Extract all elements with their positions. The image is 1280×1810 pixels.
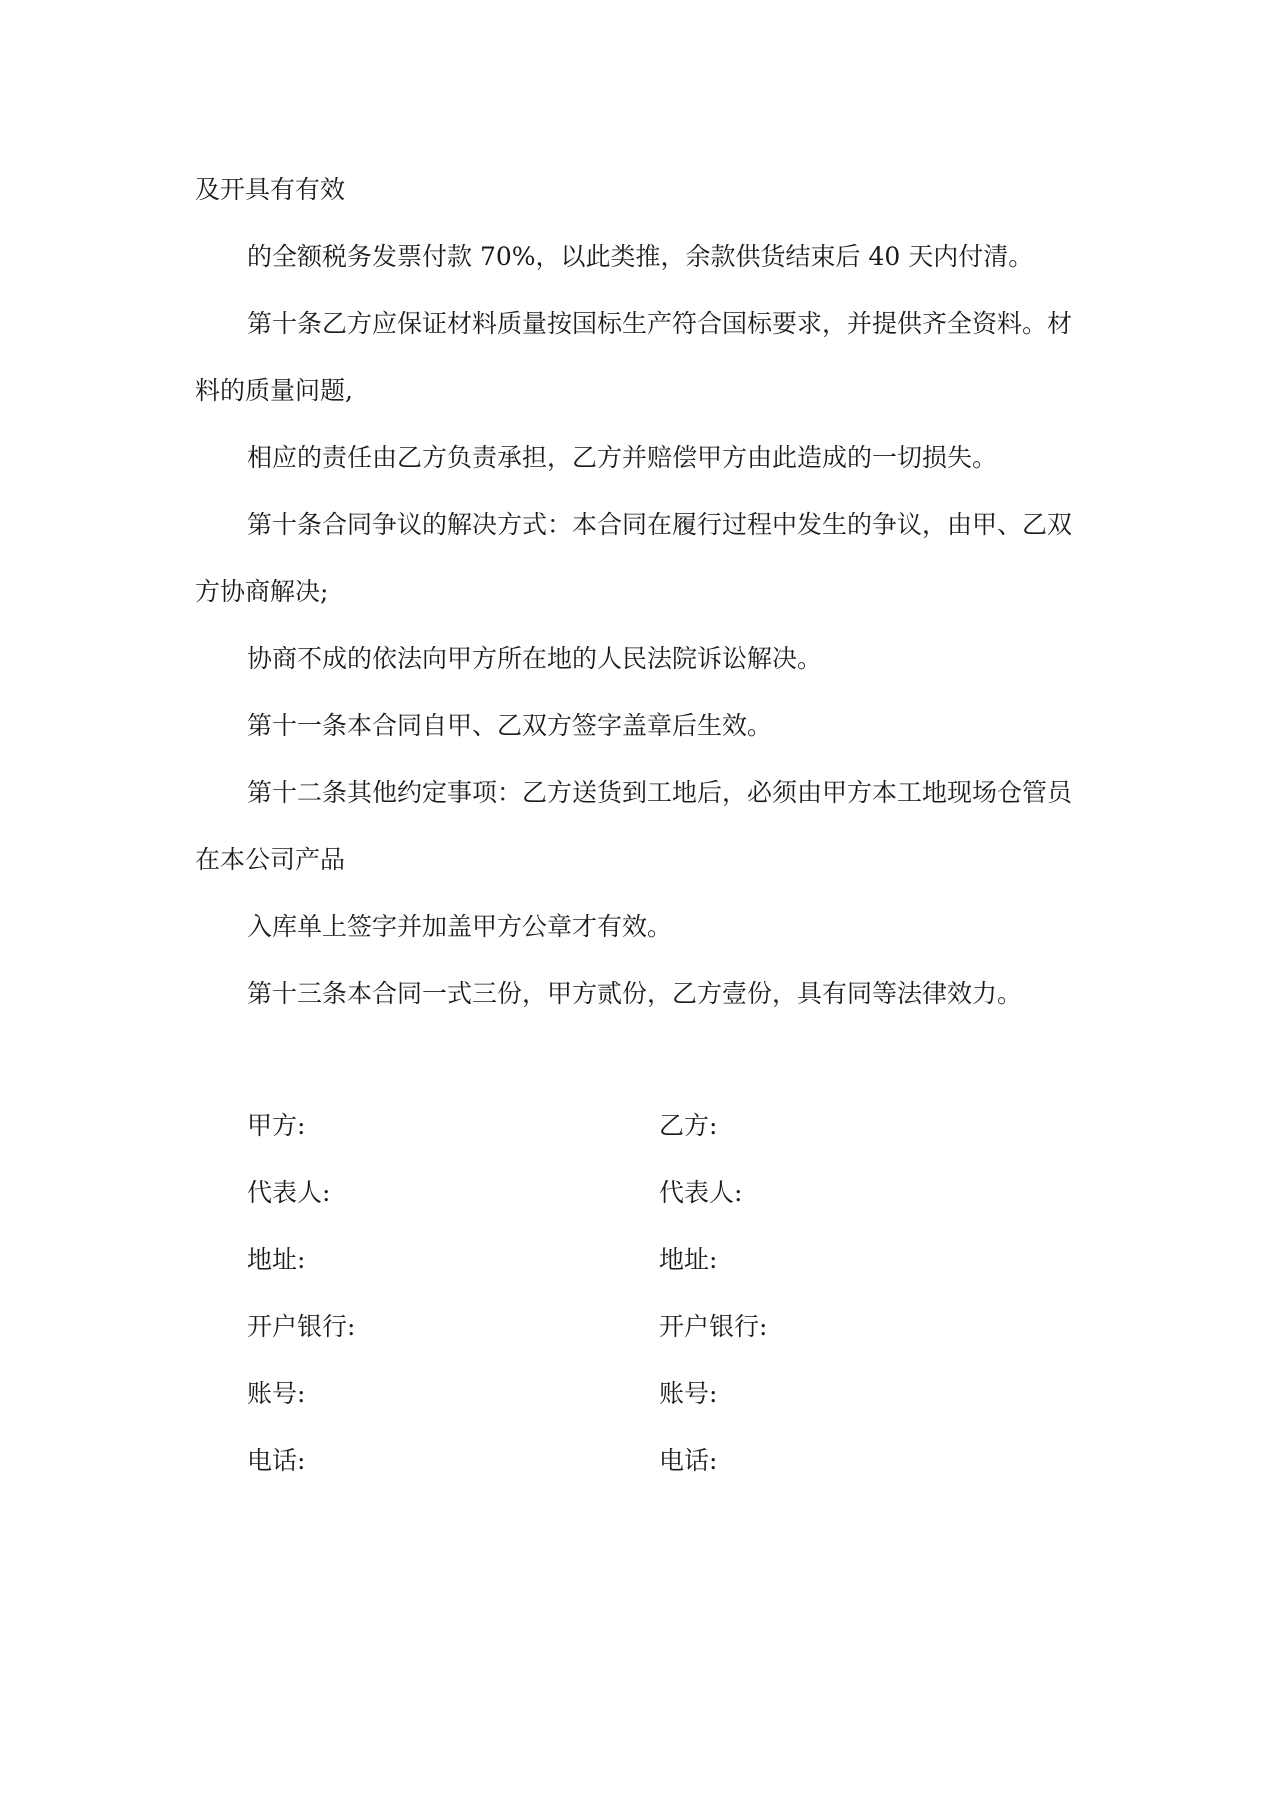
signature-row-bank <box>247 1293 1047 1360</box>
paragraph-line: 相应的责任由乙方负责承担，乙方并赔偿甲方由此造成的一切损失。 <box>247 443 998 472</box>
paragraph-line: 的全额税务发票付款 70%，以此类推，余款供货结束后 40 天内付清。 <box>247 242 1034 271</box>
party-b-representative-label: 代表人: <box>659 1178 743 1207</box>
signature-row-representative <box>247 1159 1047 1226</box>
signature-row-account <box>247 1360 1047 1427</box>
party-a-representative-label: 代表人: <box>247 1178 331 1207</box>
paragraph-line: 方协商解决; <box>195 577 329 606</box>
party-b-address-label: 地址: <box>659 1245 718 1274</box>
signature-row-address <box>247 1226 1047 1293</box>
contract-body <box>195 156 1087 1027</box>
signature-row-party <box>247 1092 1047 1159</box>
party-b-account-label: 账号: <box>659 1379 718 1408</box>
paragraph-line: 料的质量问题, <box>195 376 353 405</box>
clause-10-quality: 第十条乙方应保证材料质量按国标生产符合国标要求，并提供齐全资料。材 <box>247 309 1073 338</box>
party-b-phone-label: 电话: <box>659 1446 718 1475</box>
party-b-bank-label: 开户银行: <box>659 1312 768 1341</box>
party-a-address-label: 地址: <box>247 1245 306 1274</box>
clause-10-dispute: 第十条合同争议的解决方式：本合同在履行过程中发生的争议，由甲、乙双 <box>247 510 1073 539</box>
paragraph-line: 协商不成的依法向甲方所在地的人民法院诉讼解决。 <box>247 644 823 673</box>
clause-11-effective: 第十一条本合同自甲、乙双方签字盖章后生效。 <box>247 711 773 740</box>
paragraph-line: 入库单上签字并加盖甲方公章才有效。 <box>247 912 673 941</box>
party-b-label: 乙方: <box>659 1111 718 1140</box>
party-a-bank-label: 开户银行: <box>247 1312 356 1341</box>
paragraph-line: 在本公司产品 <box>195 845 346 874</box>
clause-12-other: 第十二条其他约定事项：乙方送货到工地后，必须由甲方本工地现场仓管员 <box>247 778 1073 807</box>
clause-13-copies: 第十三条本合同一式三份，甲方贰份，乙方壹份，具有同等法律效力。 <box>247 979 1023 1008</box>
party-a-account-label: 账号: <box>247 1379 306 1408</box>
signature-row-phone <box>247 1427 1047 1494</box>
party-a-phone-label: 电话: <box>247 1446 306 1475</box>
signature-block <box>247 1092 1047 1494</box>
party-a-label: 甲方: <box>247 1111 306 1140</box>
paragraph-line: 及开具有有效 <box>195 175 346 204</box>
